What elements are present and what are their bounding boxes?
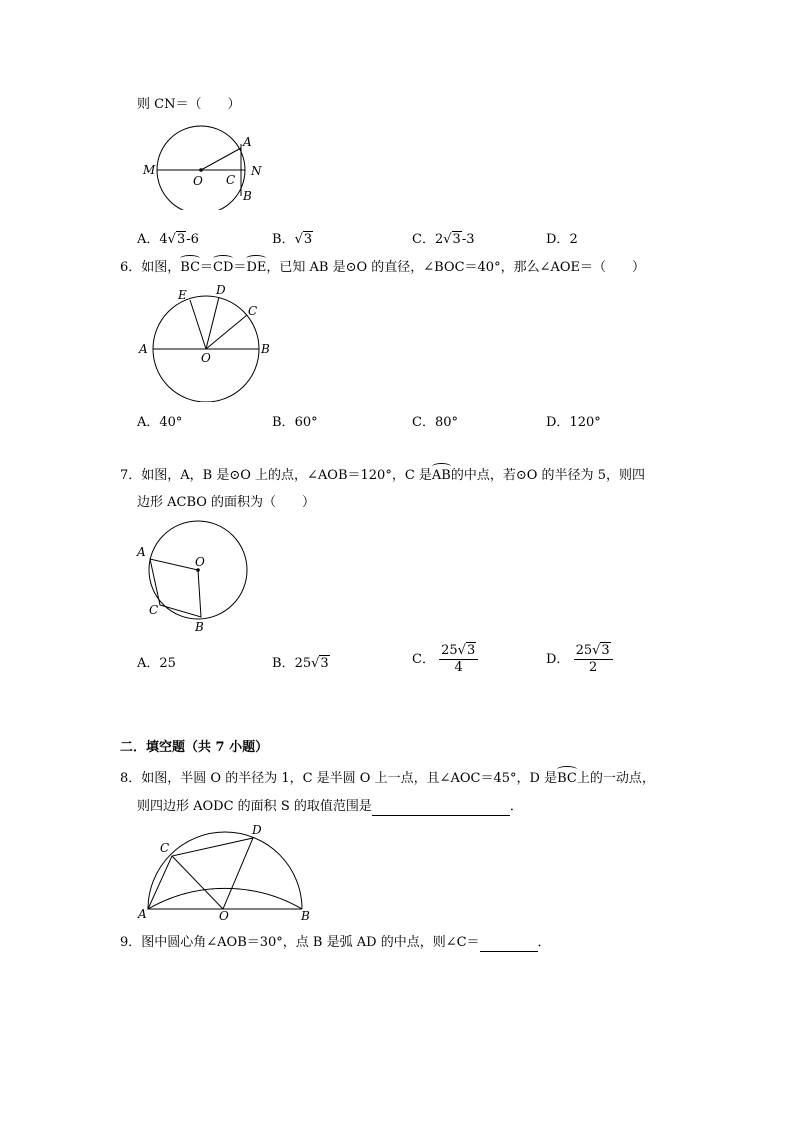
q5-label-c: C <box>226 173 236 187</box>
q5-option-c: C．2√3-3 <box>412 232 475 247</box>
q6-arc-bc: BC <box>180 260 201 275</box>
q6-label-o: O <box>201 351 211 365</box>
q6-arc-de: DE <box>246 260 267 275</box>
q7-label-o: O <box>195 555 205 569</box>
q5-center-dot <box>199 168 203 172</box>
q7-prompt-line2: 边形 ACBO 的面积为（ ） <box>137 495 316 510</box>
q8-semicircle-arc <box>148 832 302 909</box>
q5-circle <box>157 126 245 210</box>
q5-label-o: O <box>193 174 203 188</box>
q6-option-d: D．120° <box>546 415 601 430</box>
section-title: 二．填空题（共 7 小题） <box>120 740 269 755</box>
q6-radius-od <box>206 297 219 349</box>
q6-option-c: C．80° <box>412 415 458 430</box>
q8-prompt-line2: 则四边形 AODC 的面积 S 的取值范围是 ． <box>137 799 523 814</box>
q7-option-a: A．25 <box>137 656 176 671</box>
q8-answer-blank[interactable] <box>372 801 510 816</box>
q8-label-d: D <box>252 823 262 837</box>
q7-option-d-fraction: $\frac{25√3}{2}$ <box>574 643 613 676</box>
q8-arc-bc: BC <box>557 771 577 786</box>
q8-semicircle <box>148 888 302 909</box>
q5-option-d: D．2 <box>546 232 578 247</box>
q8-segment-co <box>172 856 223 909</box>
q6-label-d: D <box>216 283 226 297</box>
q6-radius-oc <box>206 315 247 349</box>
q6-label-c: C <box>248 304 258 318</box>
q5-label-n: N <box>251 164 262 178</box>
q7-prompt-line1: 7．如图，A，B 是⊙O 上的点，∠AOB＝120°，C 是AB的中点，若⊙O 的半径为 5，则四 <box>120 468 645 483</box>
q7-label-c: C <box>149 603 159 617</box>
q7-option-c: C． $\frac{25√3}{4}$ <box>412 643 478 676</box>
q6-label-a: A <box>139 342 148 356</box>
q6-figure <box>135 282 285 402</box>
q8-label-a: A <box>138 907 147 921</box>
q5-segment-oa <box>201 148 241 170</box>
q8-figure <box>135 820 325 926</box>
q5-label-a: A <box>243 135 252 149</box>
q6-prompt: 6．如图，BC＝CD＝DE，已知 AB 是⊙O 的直径，∠BOC＝40°，那么∠AOE＝（ ） <box>120 260 646 275</box>
q8-prompt-line1: 8．如图，半圆 O 的半径为 1，C 是半圆 O 上一点，且∠AOC＝45°，D 是BC上的一动点， <box>120 771 655 786</box>
q9-prompt: 9．图中圆心角∠AOB＝30°，点 B 是弧 AD 的中点，则∠C＝ ． <box>120 935 551 950</box>
q7-option-d: D． $\frac{25√3}{2}$ <box>546 643 613 676</box>
q7-label-a: A <box>137 545 146 559</box>
q6-radius-oe <box>190 300 206 349</box>
q6-label-b: B <box>261 342 270 356</box>
q5-label-b: B <box>243 189 252 203</box>
q5-option-b: B．√3 <box>272 232 313 247</box>
q7-label-b: B <box>195 620 204 634</box>
q6-arc-cd: CD <box>213 260 234 275</box>
q7-arc-ab: AB <box>431 468 451 483</box>
q5-figure <box>135 118 275 210</box>
q9-answer-blank[interactable] <box>480 937 538 952</box>
q8-label-o: O <box>219 909 229 923</box>
q7-figure <box>135 516 255 638</box>
q5-prompt: 则 CN＝（ ） <box>137 97 241 112</box>
q7-option-c-fraction: $\frac{25√3}{4}$ <box>439 643 478 676</box>
q6-option-b: B．60° <box>272 415 318 430</box>
q7-option-b: B．25√3 <box>272 656 329 671</box>
q8-label-c: C <box>160 841 170 855</box>
q8-label-b: B <box>301 909 310 923</box>
q5-option-a: A．4√3-6 <box>137 232 199 247</box>
q5-label-m: M <box>143 163 156 177</box>
q6-option-a: A．40° <box>137 415 183 430</box>
q6-label-e: E <box>178 288 187 302</box>
